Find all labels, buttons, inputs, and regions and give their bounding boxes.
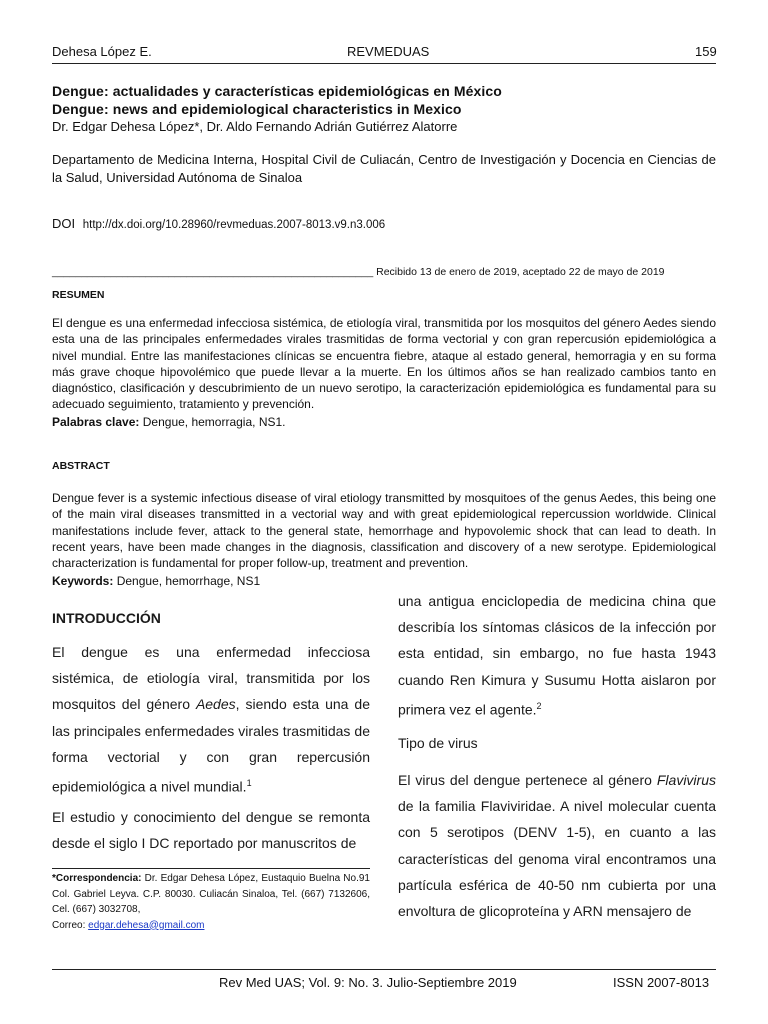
doi-label: DOI (52, 216, 76, 231)
intro-heading: INTRODUCCIÓN (52, 610, 161, 626)
running-header-journal: REVMEDUAS (347, 44, 430, 59)
right-paragraph-1 (398, 588, 716, 723)
abstract-heading: ABSTRACT (52, 460, 110, 472)
abstract-body: Dengue fever is a systemic infectious disease of viral etiology transmitted by mosquitoes of the genus Aedes, this being one of the main viral diseases transmitted in a vectorial way and with great epidemiological repercussion worldwide. Clinical manifestations include fever, attack to the general state, hemorrhage and hypovolemic shock that can lead to death. In recent years, have been made changes in the diagnosis, classification and discovery of a new serotype. Epidemiological characterization is fundamental for proper follow-up, treatment and prevention. (52, 491, 716, 571)
right-p2-genus: Flavivirus (656, 772, 716, 788)
abstract-keywords-value: Dengue, hemorrhage, NS1 (116, 574, 261, 588)
abstract-keywords-label: Keywords: (52, 574, 114, 588)
received-dates: Recibido 13 de enero de 2019, aceptado 22 de mayo de 2019 (376, 266, 665, 278)
affiliation: Departamento de Medicina Interna, Hospital Civil de Culiacán, Centro de Investigación y Docencia en Ciencias de la Salud, Universidad Autónoma de Sinaloa (52, 152, 716, 185)
keywords-label: Palabras clave: (52, 415, 140, 429)
header-rule (52, 63, 716, 64)
footer-issn: ISSN 2007-8013 (613, 975, 710, 990)
intro-p1-ref[interactable]: 1 (246, 778, 252, 789)
resumen-body: El dengue es una enfermedad infecciosa sistémica, de etiología viral, transmitida por los mosquitos del género Aedes siendo esta una de las principales enfermedades virales trasmitidas de forma vectorial y con gran repercusión epidemiológica a nivel mundial. Entre las manifestaciones clínicas se encuentra fiebre, ataque al estado general, hemorragia y en su forma más grave choque hipovolémico que puede llevar a la muerte. En los últimos años se han realizado cambios tanto en diagnóstico, clasificación y descubrimiento de un nuevo serotipo, la caracterización epidemiológica es fundamental para su adecuado seguimiento, tratamiento y prevención. (52, 316, 716, 412)
received-rule: _______________________________________________________ (52, 266, 374, 278)
email-link[interactable]: edgar.dehesa@gmail.com (88, 919, 205, 931)
footer-citation: Rev Med UAS; Vol. 9: No. 3. Julio-Septiembre 2019 (219, 975, 517, 990)
right-p1-ref[interactable]: 2 (536, 700, 542, 711)
correspondence (52, 871, 370, 933)
email-label: Correo: (52, 919, 86, 931)
intro-p1-text-b: , siendo esta una de las principales enfermedades virales trasmitidas de forma vectorial y con gran repercusión epidemiológica a nivel mundial. (52, 696, 370, 795)
intro-p1-genus: Aedes (195, 696, 236, 713)
resumen-heading: RESUMEN (52, 289, 105, 301)
abstract-keywords (52, 574, 260, 588)
virus-type-subheading: Tipo de virus (398, 735, 478, 751)
doi-link[interactable]: http://dx.doi.org/10.28960/revmeduas.2007-8013.v9.n3.006 (82, 219, 386, 231)
received-line (52, 266, 665, 278)
title-english: Dengue: news and epidemiological characteristics in Mexico (52, 101, 462, 117)
doi (52, 216, 385, 231)
title-spanish: Dengue: actualidades y características epidemiológicas en México (52, 83, 502, 99)
right-p2-text-b: de la familia Flaviviridae. A nivel molecular cuenta con 5 serotipos (DENV 1-5), en cuanto a las características del genoma viral encontramos una partícula esférica de 40-50 nm cubierta por una envoltura de glicoproteína y ARN mensajero de (398, 798, 716, 920)
page-number: 159 (695, 44, 717, 59)
intro-p1-text-a: El dengue es una enfermedad infecciosa sistémica, de etiología viral, transmitida por los mosquitos del género (52, 644, 370, 713)
right-p1-text: una antigua enciclopedia de medicina china que describía los síntomas clásicos de la infección por esta entidad, sin embargo, no fue hasta 1943 cuando Ren Kimura y Susumu Hotta aislaron por primera vez el agente. (398, 593, 716, 718)
correspondence-text: Dr. Edgar Dehesa López, Eustaquio Buelna No.91 Col. Gabriel Leyva. C.P. 80030. Culiacán Sinaloa, Tel. (667) 7132606, Cel. (667) 3032708, (52, 873, 370, 915)
right-paragraph-2 (398, 767, 716, 924)
keywords-value: Dengue, hemorragia, NS1. (142, 415, 286, 429)
authors: Dr. Edgar Dehesa López*, Dr. Aldo Fernando Adrián Gutiérrez Alatorre (52, 119, 458, 134)
resumen-keywords (52, 415, 286, 429)
right-p2-text-a: El virus del dengue pertenece al género (398, 772, 657, 788)
running-header-author: Dehesa López E. (52, 44, 152, 59)
footer-rule (52, 969, 716, 970)
intro-paragraph-2: El estudio y conocimiento del dengue se remonta desde el siglo I DC reportado por manuscritos de (52, 809, 370, 852)
correspondence-label: *Correspondencia: (52, 873, 142, 884)
intro-paragraph-1 (52, 639, 370, 800)
footnote-rule (52, 868, 370, 869)
